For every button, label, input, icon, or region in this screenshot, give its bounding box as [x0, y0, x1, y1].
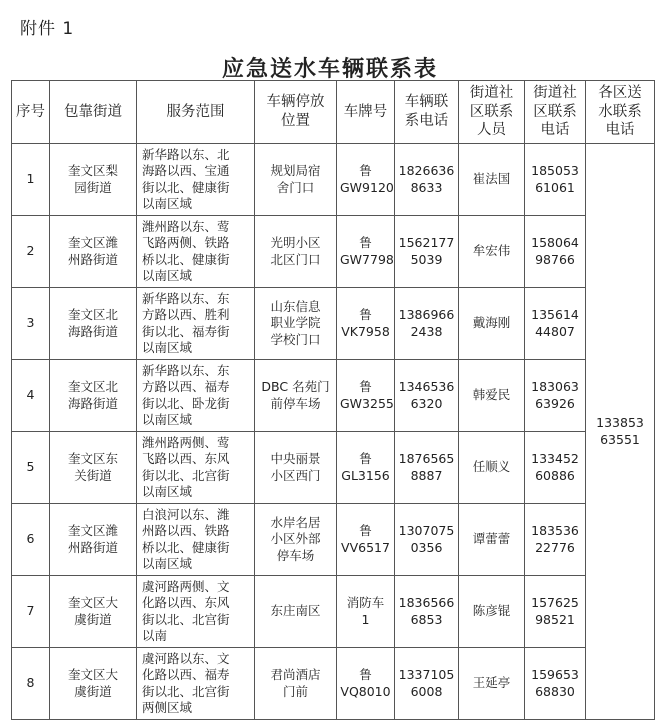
cell-scope: 白浪河以东、潍 州路以西、铁路 桥以北、健康街 以南区域 [137, 504, 255, 576]
cell-car-phone: 1562177 5039 [395, 216, 459, 288]
header-contact-phone: 街道社 区联系 电话 [525, 81, 586, 144]
cell-seq: 6 [12, 504, 50, 576]
header-car-phone: 车辆联 系电话 [395, 81, 459, 144]
attachment-label: 附件 1 [20, 19, 75, 39]
cell-car-phone: 1307075 0356 [395, 504, 459, 576]
cell-parking: 规划局宿 舍门口 [255, 144, 337, 216]
cell-parking: 东庄南区 [255, 576, 337, 648]
cell-seq: 4 [12, 360, 50, 432]
table-row [12, 432, 655, 504]
cell-plate: 鲁 GL3156 [337, 432, 395, 504]
cell-seq: 5 [12, 432, 50, 504]
cell-parking: 水岸名居 小区外部 停车场 [255, 504, 337, 576]
cell-plate: 鲁 VV6517 [337, 504, 395, 576]
cell-contact-person: 崔法国 [459, 144, 525, 216]
table-row [12, 504, 655, 576]
cell-contact-person: 牟宏伟 [459, 216, 525, 288]
cell-parking: 君尚酒店 门前 [255, 648, 337, 720]
table-row [12, 216, 655, 288]
table-header-row [12, 81, 655, 144]
table-row [12, 576, 655, 648]
cell-car-phone: 1346536 6320 [395, 360, 459, 432]
header-scope: 服务范围 [137, 81, 255, 144]
cell-plate: 鲁 GW7798 [337, 216, 395, 288]
cell-street: 奎文区梨 园街道 [50, 144, 137, 216]
cell-scope: 虞河路两侧、文 化路以西、东风 街以北、北宫街 以南 [137, 576, 255, 648]
header-district-phone: 各区送 水联系 电话 [586, 81, 655, 144]
cell-plate: 消防车 1 [337, 576, 395, 648]
cell-seq: 8 [12, 648, 50, 720]
cell-seq: 1 [12, 144, 50, 216]
cell-seq: 3 [12, 288, 50, 360]
page-title: 应急送水车辆联系表 [221, 57, 438, 82]
cell-scope: 虞河路以东、文 化路以西、福寿 街以北、北宫街 两侧区域 [137, 648, 255, 720]
cell-car-phone: 1876565 8887 [395, 432, 459, 504]
cell-contact-phone: 185053 61061 [525, 144, 586, 216]
cell-parking: 中央丽景 小区西门 [255, 432, 337, 504]
cell-parking: DBC 名苑门 前停车场 [255, 360, 337, 432]
table-row [12, 144, 655, 216]
cell-car-phone: 1337105 6008 [395, 648, 459, 720]
table-row [12, 648, 655, 720]
cell-street: 奎文区大 虞街道 [50, 576, 137, 648]
cell-scope: 新华路以东、东 方路以西、福寿 街以北、卧龙街 以南区域 [137, 360, 255, 432]
cell-street: 奎文区东 关街道 [50, 432, 137, 504]
cell-street: 奎文区北 海路街道 [50, 360, 137, 432]
cell-plate: 鲁 GW3255 [337, 360, 395, 432]
cell-contact-person: 王延亭 [459, 648, 525, 720]
cell-contact-phone: 183063 63926 [525, 360, 586, 432]
cell-contact-phone: 133452 60886 [525, 432, 586, 504]
cell-plate: 鲁 GW9120 [337, 144, 395, 216]
cell-car-phone: 1826636 8633 [395, 144, 459, 216]
cell-street: 奎文区北 海路街道 [50, 288, 137, 360]
cell-scope: 新华路以东、东 方路以西、胜利 街以北、福寿街 以南区域 [137, 288, 255, 360]
contact-table [11, 80, 655, 720]
cell-contact-phone: 158064 98766 [525, 216, 586, 288]
cell-parking: 山东信息 职业学院 学校门口 [255, 288, 337, 360]
cell-contact-person: 韩爱民 [459, 360, 525, 432]
cell-scope: 潍州路两侧、莺 飞路以西、东风 街以北、北宫街 以南区域 [137, 432, 255, 504]
cell-contact-phone: 183536 22776 [525, 504, 586, 576]
cell-seq: 7 [12, 576, 50, 648]
cell-contact-person: 戴海刚 [459, 288, 525, 360]
cell-street: 奎文区潍 州路街道 [50, 504, 137, 576]
table-row [12, 288, 655, 360]
cell-contact-phone: 157625 98521 [525, 576, 586, 648]
cell-car-phone: 1386966 2438 [395, 288, 459, 360]
cell-plate: 鲁 VQ8010 [337, 648, 395, 720]
cell-contact-person: 谭蕾蕾 [459, 504, 525, 576]
cell-plate: 鲁 VK7958 [337, 288, 395, 360]
header-plate: 车牌号 [337, 81, 395, 144]
header-parking: 车辆停放 位置 [255, 81, 337, 144]
cell-contact-person: 任顺义 [459, 432, 525, 504]
cell-scope: 潍州路以东、莺 飞路两侧、铁路 桥以北、健康街 以南区域 [137, 216, 255, 288]
cell-seq: 2 [12, 216, 50, 288]
cell-car-phone: 1836566 6853 [395, 576, 459, 648]
header-seq: 序号 [12, 81, 50, 144]
table-body [12, 144, 655, 720]
cell-scope: 新华路以东、北 海路以西、宝通 街以北、健康街 以南区域 [137, 144, 255, 216]
cell-street: 奎文区潍 州路街道 [50, 216, 137, 288]
cell-parking: 光明小区 北区门口 [255, 216, 337, 288]
header-contact-person: 街道社 区联系 人员 [459, 81, 525, 144]
cell-contact-phone: 135614 44807 [525, 288, 586, 360]
cell-contact-person: 陈彦锟 [459, 576, 525, 648]
header-street: 包靠街道 [50, 81, 137, 144]
cell-street: 奎文区大 虞街道 [50, 648, 137, 720]
table-row [12, 360, 655, 432]
cell-district-phone: 133853 63551 [586, 144, 655, 720]
cell-contact-phone: 159653 68830 [525, 648, 586, 720]
